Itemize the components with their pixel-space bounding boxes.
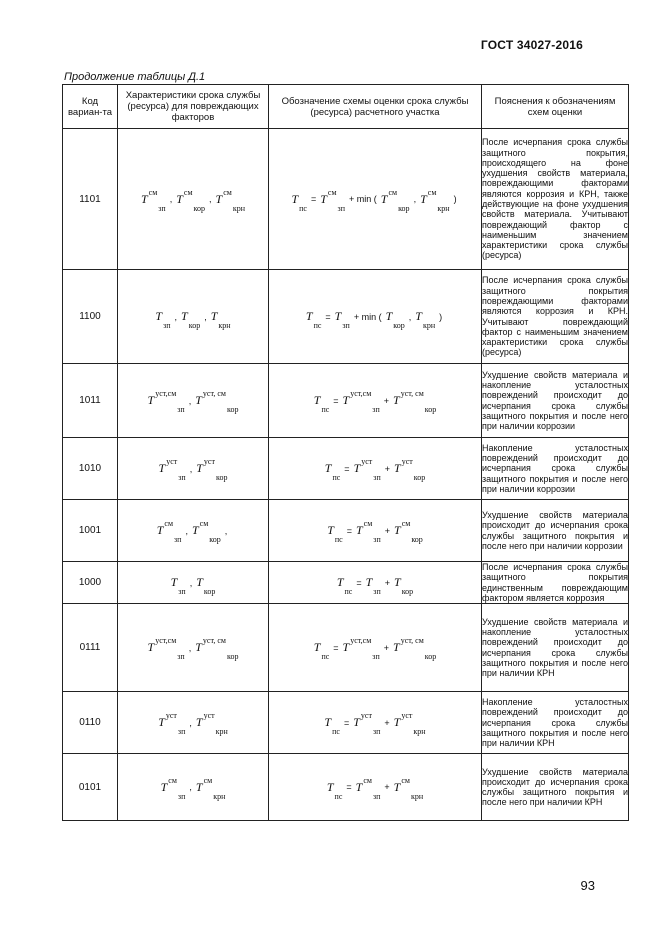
formula-operator: + [384, 782, 390, 793]
term-subscript: зп [177, 791, 186, 801]
characteristics-formula [118, 500, 269, 562]
table-row [63, 754, 629, 821]
term-subscript: зп [372, 791, 381, 801]
term-subscript: зп [174, 535, 182, 544]
characteristics-formula [118, 438, 269, 500]
term-subscript: крн [232, 203, 246, 213]
term-superscript: см [363, 519, 373, 528]
term-subscript: зп [372, 652, 380, 662]
column-header-characteristics: Характеристики срока службы (ресурса) для повреждающих факторов [118, 85, 269, 129]
variant-code: 1101 [63, 129, 118, 270]
term-superscript: см [203, 775, 213, 785]
term-symbol: $T^{см}_{крн}$ [393, 775, 424, 801]
scheme-explanation: Ухудшение свойств материала происходит до исчерпания срока службы защитного покрытия и после него при наличии коррозии [482, 500, 629, 562]
term-subscript: кор [413, 473, 426, 482]
term-symbol: $T_{пс}$ [291, 191, 307, 213]
formula-operator: , [188, 395, 192, 406]
term-symbol: $T_{пс}$ [327, 523, 343, 544]
term-subscript: кор [393, 321, 405, 330]
term-symbol: $T^{см}_{зп}$ [320, 187, 345, 213]
formula-operator: , [189, 463, 193, 474]
term-subscript: зп [177, 652, 185, 662]
term-symbol: $T^{уст}_{кор}$ [394, 457, 426, 482]
term-subscript: зп [178, 587, 186, 597]
term-symbol: $T^{уст,см}_{зп}$ [147, 636, 185, 662]
term-subscript: зп [342, 321, 350, 330]
variant-code: 1100 [63, 270, 118, 364]
term-superscript: уст [360, 711, 372, 721]
term-superscript: уст, см [400, 389, 424, 398]
term-symbol: $T_{кор}$ [394, 575, 414, 597]
scheme-explanation: После исчерпания срока службы защитного покрытия повреждающими факторами являются коррозия и КРН. Учитывают повреждающий фактор с наименьшим значением характеристики срока службы (ресурса) [482, 270, 629, 364]
formula-operator: , [189, 782, 192, 793]
term-superscript: уст,см [155, 389, 177, 398]
table-row [63, 562, 629, 604]
formula-operator: , [188, 642, 192, 653]
term-superscript: см [327, 187, 337, 197]
formula-operator: , [189, 717, 192, 728]
term-subscript: крн [437, 203, 450, 213]
formula-operator: , [185, 525, 188, 536]
term-symbol: $T_{пс}$ [324, 715, 340, 737]
term-symbol: $T_{зп}$ [155, 309, 171, 330]
term-subscript: кор [188, 321, 201, 330]
formula-operator: + [383, 642, 390, 653]
term-superscript: уст [203, 711, 215, 721]
term-subscript: пс [313, 321, 322, 330]
term-symbol: $T_{пс}$ [336, 575, 353, 597]
term-superscript: уст [166, 457, 178, 466]
term-superscript: см [148, 187, 158, 197]
term-subscript: крн [422, 321, 436, 330]
term-symbol: $T^{см}_{зп}$ [160, 775, 186, 801]
formula-operator: + [383, 395, 390, 406]
formula-operator: , [209, 194, 212, 204]
column-header-scheme: Обозначение схемы оценки срока службы (ресурса) расчетного участка [269, 85, 482, 129]
formula-operator: , [174, 311, 178, 322]
formula-operator: + [384, 577, 391, 588]
term-subscript: зп [373, 587, 381, 597]
term-subscript: кор [226, 405, 239, 414]
term-subscript: пс [334, 535, 343, 544]
formula-operator: = [333, 395, 339, 406]
formula-operator: , [204, 311, 207, 322]
term-symbol: $T^{см}_{крн}$ [420, 187, 450, 213]
term-superscript: уст [165, 711, 177, 721]
term-symbol: $T_{зп}$ [170, 575, 186, 597]
variant-code: 1000 [63, 562, 118, 604]
characteristics-formula [118, 129, 269, 270]
term-subscript: зп [163, 321, 171, 330]
term-subscript: крн [410, 791, 424, 801]
term-symbol: $T^{уст, см}_{кор}$ [393, 636, 437, 662]
formula-operator: , [224, 525, 228, 536]
table-row [63, 692, 629, 754]
term-superscript: уст,см [155, 636, 177, 646]
term-superscript: см [427, 187, 437, 197]
variant-code: 1001 [63, 500, 118, 562]
variant-code: 1011 [63, 364, 118, 438]
term-subscript: пс [332, 727, 340, 737]
term-superscript: см [401, 519, 411, 528]
formula-operator: = [344, 463, 350, 474]
scheme-formula [269, 364, 482, 438]
variant-code: 1010 [63, 438, 118, 500]
formula-operator: = [333, 642, 339, 653]
term-superscript: уст [361, 457, 373, 466]
formula-operator: = [325, 311, 331, 322]
term-subscript: зп [177, 727, 186, 737]
term-symbol: $T_{зп}$ [365, 575, 381, 597]
term-subscript: крн [215, 727, 228, 737]
table-row [63, 270, 629, 364]
term-superscript: уст,см [350, 636, 372, 646]
table-header-row [63, 85, 629, 129]
term-subscript: зп [337, 203, 345, 213]
variant-code: 0110 [63, 692, 118, 754]
page-number: 93 [580, 878, 595, 893]
table-caption: Продолжение таблицы Д.1 [64, 71, 206, 83]
term-symbol: $T_{кор}$ [385, 309, 405, 330]
scheme-formula [269, 500, 482, 562]
scheme-explanation: После исчерпания срока службы защитного покрытия единственным повреждающим фактором является коррозия [482, 562, 628, 603]
term-symbol: $T_{зп}$ [334, 309, 350, 330]
scheme-explanation: После исчерпания срока службы защитного покрытия, происходящего на фоне ухудшения свойств материала, повреждающими факторами являются коррозия и КРН, также действующие на фоне ухудшения свойств материала. Учитывают повреждающий фактор с наименьшим значением характеристики срока службы (ресурса) [482, 129, 629, 270]
term-symbol: $T_{пс}$ [324, 461, 341, 482]
variant-code: 0101 [63, 754, 118, 821]
formula-operator: + min ( [349, 194, 377, 204]
formula-operator: = [346, 525, 352, 536]
table-row [63, 500, 629, 562]
term-symbol: $T^{уст}_{зп}$ [158, 457, 186, 482]
scheme-formula [269, 438, 482, 500]
term-subscript: кор [203, 587, 216, 597]
term-subscript: кор [401, 587, 414, 597]
scheme-explanation: Накопление усталостных повреждений происходит до исчерпания срока службы защитного покрытия и после него при наличии коррозии [482, 438, 629, 500]
standard-number: ГОСТ 34027-2016 [480, 38, 583, 52]
scheme-formula [269, 562, 482, 604]
term-symbol: $T^{см}_{зп}$ [355, 519, 381, 544]
term-subscript: кор [424, 405, 437, 414]
term-subscript: кор [411, 535, 423, 544]
term-superscript: см [401, 775, 410, 785]
term-symbol: $T^{уст,см}_{зп}$ [342, 636, 380, 662]
term-symbol: $T^{уст, см}_{кор}$ [195, 636, 239, 662]
term-subscript: зп [373, 473, 381, 482]
term-symbol: $T_{пс}$ [305, 309, 322, 330]
formula-operator: , [413, 194, 417, 204]
term-symbol: $T^{уст,см}_{зп}$ [147, 389, 185, 414]
term-subscript: крн [218, 321, 231, 330]
term-symbol: $T^{уст}_{зп}$ [353, 711, 381, 737]
scheme-formula [269, 692, 482, 754]
term-subscript: зп [372, 405, 380, 414]
term-symbol: $T^{см}_{кор}$ [380, 187, 410, 213]
term-subscript: кор [226, 652, 239, 662]
term-symbol: $T^{см}_{крн}$ [195, 775, 226, 801]
term-symbol: $T^{см}_{кор}$ [176, 187, 206, 213]
term-subscript: кор [215, 473, 228, 482]
term-symbol: $T^{уст, см}_{кор}$ [195, 389, 239, 414]
term-symbol: $T^{уст}_{крн}$ [195, 711, 228, 737]
formula-operator: = [346, 782, 352, 793]
formula-operator: = [310, 194, 317, 204]
term-symbol: $T^{уст, см}_{кор}$ [393, 389, 437, 414]
scheme-formula [269, 604, 482, 692]
variants-table [62, 84, 629, 821]
term-symbol: $T^{см}_{зп}$ [140, 187, 166, 213]
term-superscript: см [164, 519, 174, 528]
term-subscript: кор [398, 203, 410, 213]
formula-operator: , [169, 194, 173, 204]
formula-operator: = [356, 577, 362, 588]
term-subscript: зп [158, 203, 166, 213]
scheme-formula [269, 129, 482, 270]
table-row [63, 604, 629, 692]
scheme-formula [269, 270, 482, 364]
scheme-explanation: Накопление усталостных повреждений происходит до исчерпания срока службы защитного покрытия и после него при наличии КРН [482, 692, 629, 754]
term-subscript: пс [299, 203, 307, 213]
term-superscript: уст, см [202, 636, 226, 646]
scheme-explanation: Ухудшение свойств материала происходит до исчерпания срока службы защитного покрытия и после него при наличии КРН [482, 754, 629, 821]
term-superscript: уст,см [350, 389, 372, 398]
term-subscript: пс [321, 405, 330, 414]
term-symbol: $T^{см}_{кор}$ [191, 519, 221, 544]
term-superscript: уст, см [202, 389, 226, 398]
term-subscript: кор [209, 535, 221, 544]
term-subscript: кор [424, 652, 437, 662]
column-header-code: Код вариан-та [63, 85, 118, 129]
term-symbol: $T^{см}_{кор}$ [394, 519, 423, 544]
term-symbol: $T_{пс}$ [326, 779, 343, 801]
term-symbol: $T^{уст}_{кор}$ [196, 457, 228, 482]
term-superscript: уст, см [400, 636, 424, 646]
term-symbol: $T^{уст}_{зп}$ [353, 457, 381, 482]
table-row [63, 438, 629, 500]
characteristics-formula [118, 364, 269, 438]
term-subscript: крн [213, 791, 226, 801]
scheme-explanation: Ухудшение свойств материала и накопление усталостных повреждений происходит до исчерпания срока службы защитного покрытия и после него при наличии КРН [482, 604, 629, 692]
term-subscript: пс [344, 587, 353, 597]
characteristics-formula [118, 692, 269, 754]
formula-operator: ) [439, 311, 443, 322]
term-subscript: крн [413, 727, 426, 737]
formula-operator: + [384, 717, 390, 728]
characteristics-formula [118, 604, 269, 692]
table-row [63, 364, 629, 438]
term-symbol: $T^{см}_{зп}$ [156, 519, 182, 544]
column-header-notes: Пояснения к обозначениям схем оценки [482, 85, 629, 129]
term-symbol: $T^{уст}_{крн}$ [393, 711, 426, 737]
characteristics-formula [118, 562, 269, 604]
term-symbol: $T^{уст}_{зп}$ [158, 711, 186, 737]
scheme-explanation: Ухудшение свойств материала и накопление усталостных повреждений происходит до исчерпания срока службы защитного покрытия и после него при наличии коррозии [482, 364, 629, 438]
term-superscript: см [223, 187, 232, 197]
term-superscript: уст [203, 457, 215, 466]
formula-operator: = [343, 717, 350, 728]
term-subscript: зп [177, 405, 185, 414]
term-symbol: $T_{пс}$ [313, 640, 330, 662]
term-symbol: $T_{крн}$ [415, 309, 436, 330]
term-superscript: уст [401, 711, 413, 721]
formula-operator: , [189, 577, 193, 588]
formula-operator: , [408, 311, 412, 322]
term-subscript: кор [193, 203, 206, 213]
term-superscript: см [199, 519, 209, 528]
term-symbol: $T^{уст,см}_{зп}$ [342, 389, 380, 414]
term-symbol: $T_{кор}$ [196, 575, 216, 597]
formula-operator: ) [453, 194, 457, 204]
formula-operator: + [384, 525, 391, 536]
term-superscript: см [388, 187, 398, 197]
term-superscript: уст [401, 457, 413, 466]
term-subscript: зп [372, 727, 381, 737]
variant-code: 0111 [63, 604, 118, 692]
term-superscript: см [183, 187, 193, 197]
term-subscript: зп [178, 473, 186, 482]
term-subscript: пс [321, 652, 330, 662]
table-row [63, 129, 629, 270]
table-body [63, 129, 629, 821]
term-superscript: см [168, 775, 177, 785]
term-symbol: $T_{кор}$ [181, 309, 201, 330]
term-symbol: $T_{крн}$ [210, 309, 231, 330]
formula-operator: + [384, 463, 391, 474]
scheme-formula [269, 754, 482, 821]
term-symbol: $T^{см}_{зп}$ [355, 775, 381, 801]
term-subscript: пс [334, 791, 343, 801]
formula-operator: + min ( [353, 311, 382, 322]
term-symbol: $T^{см}_{крн}$ [215, 187, 246, 213]
characteristics-formula [118, 754, 269, 821]
term-superscript: см [363, 775, 372, 785]
characteristics-formula [118, 270, 269, 364]
term-subscript: зп [373, 535, 381, 544]
term-subscript: пс [332, 473, 341, 482]
term-symbol: $T_{пс}$ [313, 393, 330, 414]
